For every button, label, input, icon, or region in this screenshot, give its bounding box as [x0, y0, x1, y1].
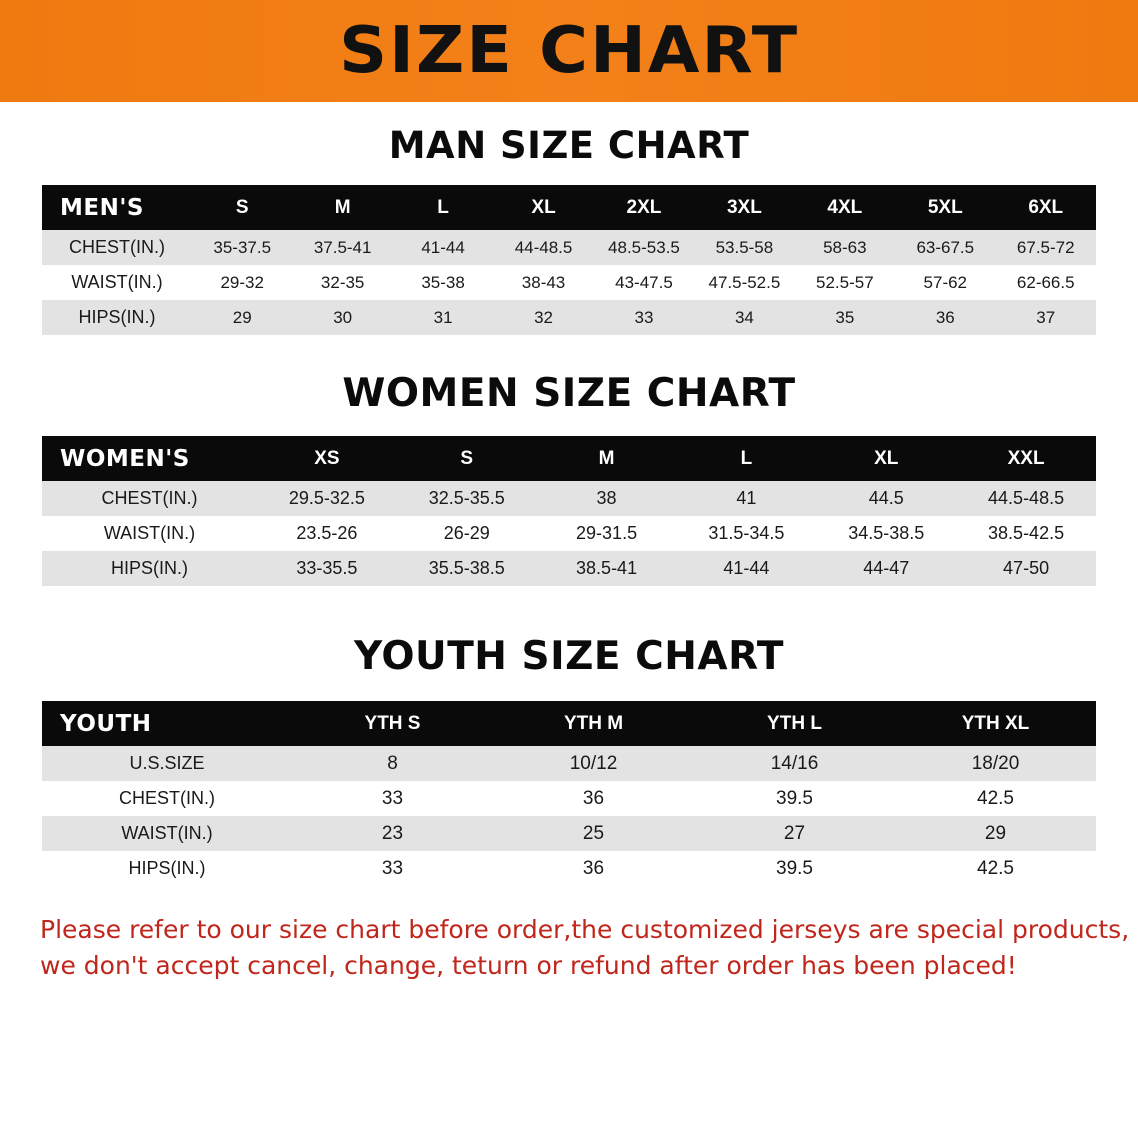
man-corner-label: MEN'S — [42, 185, 192, 230]
cell: 58-63 — [795, 230, 895, 265]
row-label: HIPS(IN.) — [42, 300, 192, 335]
row-label: CHEST(IN.) — [42, 781, 292, 816]
cell: 27 — [694, 816, 895, 851]
man-col-header: 4XL — [795, 185, 895, 230]
women-table-head — [42, 436, 1096, 481]
cell: 35-37.5 — [192, 230, 292, 265]
cell: 39.5 — [694, 851, 895, 886]
youth-table-body — [42, 746, 1096, 886]
youth-size-table — [42, 701, 1096, 886]
cell: 29 — [192, 300, 292, 335]
table-row — [42, 265, 1096, 300]
cell: 34.5-38.5 — [816, 516, 956, 551]
cell: 35-38 — [393, 265, 493, 300]
cell: 63-67.5 — [895, 230, 995, 265]
youth-table-head — [42, 701, 1096, 746]
cell: 38-43 — [493, 265, 593, 300]
cell: 48.5-53.5 — [594, 230, 694, 265]
women-table-body — [42, 481, 1096, 586]
women-col-header: XL — [816, 436, 956, 481]
man-col-header: 5XL — [895, 185, 995, 230]
cell: 57-62 — [895, 265, 995, 300]
youth-section-heading: YOUTH SIZE CHART — [354, 634, 784, 679]
cell: 32-35 — [292, 265, 392, 300]
cell: 37.5-41 — [292, 230, 392, 265]
cell: 41-44 — [393, 230, 493, 265]
row-label: WAIST(IN.) — [42, 816, 292, 851]
cell: 32 — [493, 300, 593, 335]
cell: 33-35.5 — [257, 551, 397, 586]
youth-corner-label: YOUTH — [42, 701, 292, 746]
man-table-wrap — [42, 185, 1096, 335]
cell: 36 — [895, 300, 995, 335]
cell: 29-31.5 — [537, 516, 677, 551]
youth-col-header: YTH L — [694, 701, 895, 746]
cell: 31 — [393, 300, 493, 335]
row-label: U.S.SIZE — [42, 746, 292, 781]
policy-note-line-2: we don't accept cancel, change, teturn or refund after order has been placed! — [40, 951, 1017, 981]
table-row — [42, 781, 1096, 816]
man-col-header: 3XL — [694, 185, 794, 230]
cell: 23 — [292, 816, 493, 851]
cell: 44-48.5 — [493, 230, 593, 265]
man-size-table — [42, 185, 1096, 335]
row-label: HIPS(IN.) — [42, 551, 257, 586]
cell: 29 — [895, 816, 1096, 851]
cell: 47-50 — [956, 551, 1096, 586]
table-header-row — [42, 185, 1096, 230]
cell: 67.5-72 — [996, 230, 1097, 265]
table-header-row — [42, 701, 1096, 746]
women-col-header: XXL — [956, 436, 1096, 481]
cell: 41-44 — [676, 551, 816, 586]
cell: 10/12 — [493, 746, 694, 781]
cell: 62-66.5 — [996, 265, 1097, 300]
page-banner — [0, 0, 1138, 102]
youth-col-header: YTH XL — [895, 701, 1096, 746]
youth-col-header: YTH S — [292, 701, 493, 746]
youth-table-wrap — [42, 701, 1096, 886]
cell: 39.5 — [694, 781, 895, 816]
cell: 33 — [594, 300, 694, 335]
cell: 33 — [292, 851, 493, 886]
page-title: SIZE CHART — [338, 14, 800, 88]
man-col-header: XL — [493, 185, 593, 230]
table-row — [42, 230, 1096, 265]
table-row — [42, 746, 1096, 781]
man-col-header: 6XL — [996, 185, 1097, 230]
cell: 23.5-26 — [257, 516, 397, 551]
women-section-heading: WOMEN SIZE CHART — [342, 371, 796, 416]
cell: 29.5-32.5 — [257, 481, 397, 516]
cell: 29-32 — [192, 265, 292, 300]
cell: 41 — [676, 481, 816, 516]
cell: 25 — [493, 816, 694, 851]
table-row — [42, 851, 1096, 886]
cell: 38 — [537, 481, 677, 516]
row-label: WAIST(IN.) — [42, 265, 192, 300]
cell: 44.5-48.5 — [956, 481, 1096, 516]
table-row — [42, 551, 1096, 586]
table-row — [42, 300, 1096, 335]
cell: 36 — [493, 781, 694, 816]
cell: 18/20 — [895, 746, 1096, 781]
women-table-wrap — [42, 436, 1096, 586]
row-label: WAIST(IN.) — [42, 516, 257, 551]
cell: 35.5-38.5 — [397, 551, 537, 586]
man-col-header: S — [192, 185, 292, 230]
table-row — [42, 816, 1096, 851]
cell: 8 — [292, 746, 493, 781]
cell: 44.5 — [816, 481, 956, 516]
man-col-header: L — [393, 185, 493, 230]
man-col-header: 2XL — [594, 185, 694, 230]
cell: 35 — [795, 300, 895, 335]
row-label: CHEST(IN.) — [42, 230, 192, 265]
man-table-body — [42, 230, 1096, 335]
cell: 36 — [493, 851, 694, 886]
cell: 30 — [292, 300, 392, 335]
cell: 31.5-34.5 — [676, 516, 816, 551]
cell: 53.5-58 — [694, 230, 794, 265]
cell: 26-29 — [397, 516, 537, 551]
cell: 38.5-41 — [537, 551, 677, 586]
man-table-head — [42, 185, 1096, 230]
cell: 42.5 — [895, 851, 1096, 886]
cell: 47.5-52.5 — [694, 265, 794, 300]
cell: 37 — [996, 300, 1097, 335]
cell: 34 — [694, 300, 794, 335]
youth-col-header: YTH M — [493, 701, 694, 746]
man-section-heading: MAN SIZE CHART — [388, 124, 750, 167]
table-row — [42, 481, 1096, 516]
row-label: HIPS(IN.) — [42, 851, 292, 886]
cell: 38.5-42.5 — [956, 516, 1096, 551]
women-col-header: M — [537, 436, 677, 481]
table-row — [42, 516, 1096, 551]
women-col-header: XS — [257, 436, 397, 481]
cell: 43-47.5 — [594, 265, 694, 300]
man-col-header: M — [292, 185, 392, 230]
table-header-row — [42, 436, 1096, 481]
cell: 33 — [292, 781, 493, 816]
cell: 14/16 — [694, 746, 895, 781]
women-col-header: S — [397, 436, 537, 481]
women-col-header: L — [676, 436, 816, 481]
cell: 44-47 — [816, 551, 956, 586]
women-size-table — [42, 436, 1096, 586]
cell: 32.5-35.5 — [397, 481, 537, 516]
cell: 52.5-57 — [795, 265, 895, 300]
women-corner-label: WOMEN'S — [42, 436, 257, 481]
policy-note — [40, 912, 1130, 985]
cell: 42.5 — [895, 781, 1096, 816]
policy-note-line-1: Please refer to our size chart before order,the customized jerseys are special products, — [40, 915, 1130, 944]
row-label: CHEST(IN.) — [42, 481, 257, 516]
